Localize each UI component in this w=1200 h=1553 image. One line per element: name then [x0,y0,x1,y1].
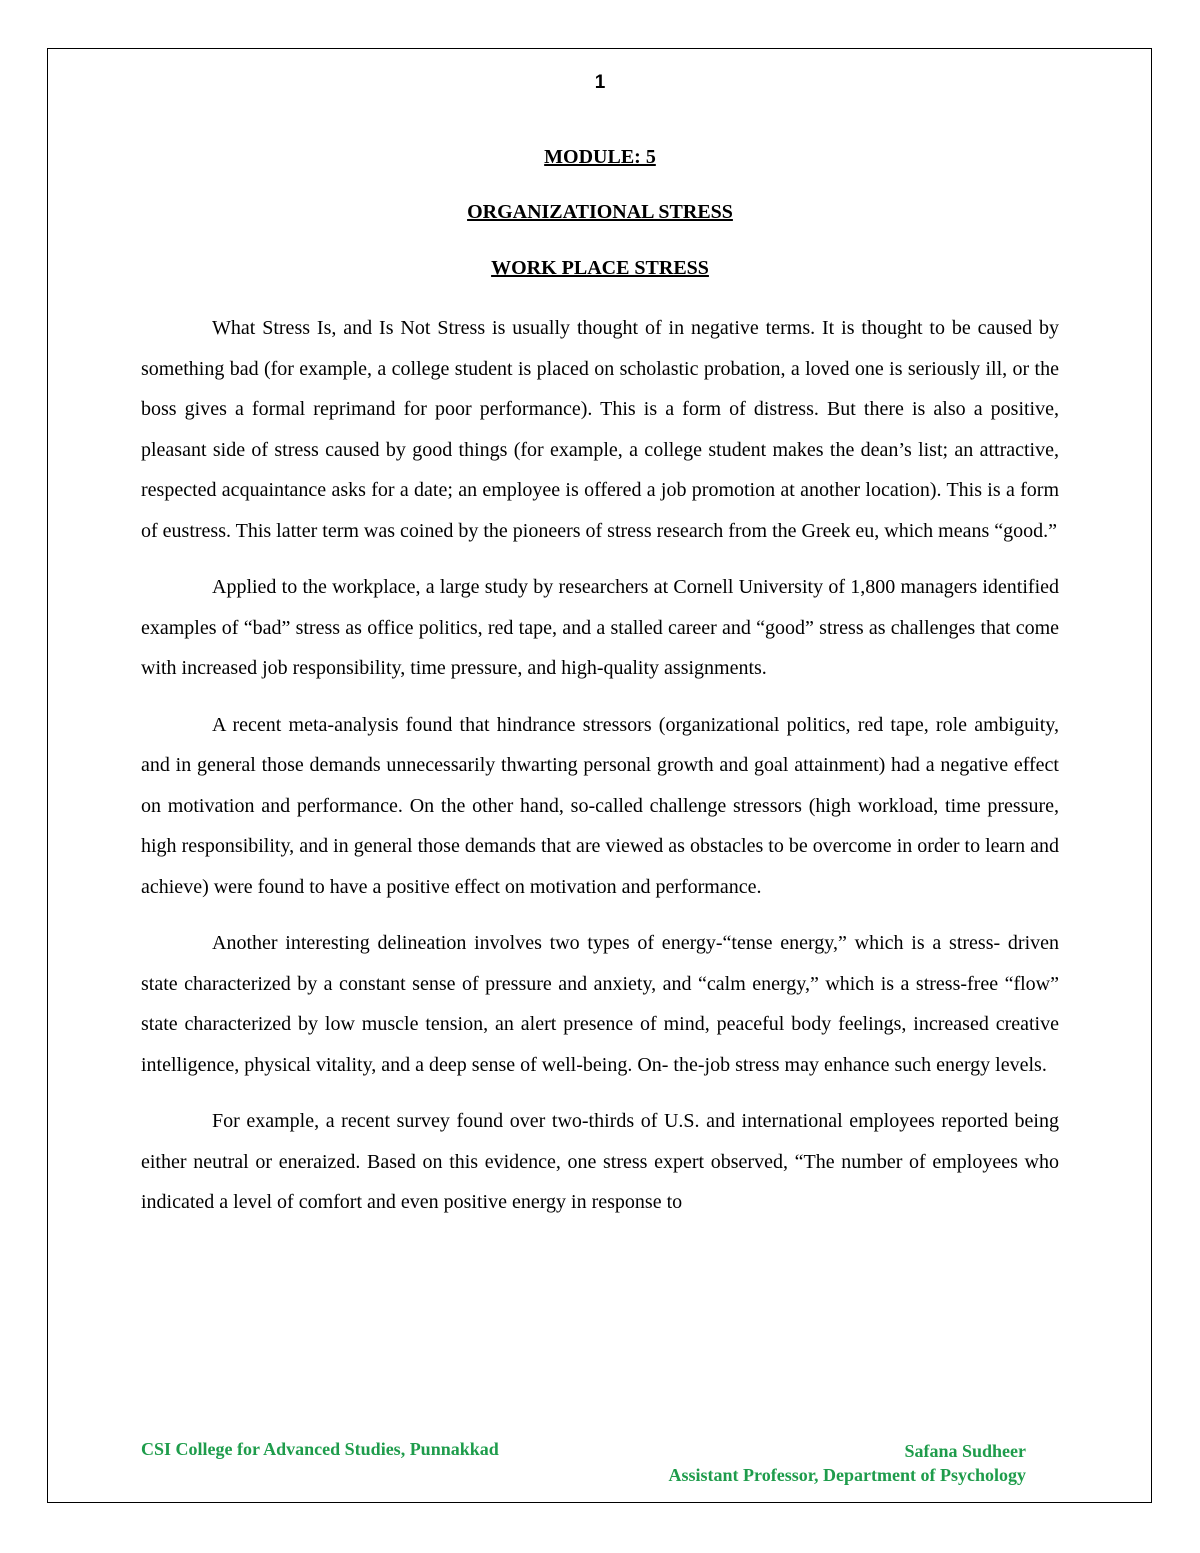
footer-author: Safana Sudheer [904,1441,1026,1461]
footer-author-block [669,1439,1026,1487]
footer-institution: CSI College for Advanced Studies, Punnakkad [141,1439,499,1459]
subtitle-heading: WORK PLACE STRESS [491,257,709,279]
paragraph-2: Applied to the workplace, a large study by researchers at Cornell University of 1,800 managers identified examples of “bad” stress as office politics, red tape, and a stalled career and “good” stress as challenges that come with increased job responsibility, time pressure, and high-quality assignments. [141,576,1059,679]
page-number: 1 [594,72,606,93]
title-heading: ORGANIZATIONAL STRESS [467,201,733,223]
paragraph-4: Another interesting delineation involves two types of energy-“tense energy,” which is a stress- driven state characterized by a constant sense of pressure and anxiety, and “calm energy,” which is a stress-free “flow” state characterized by low muscle tension, an alert presence of mind, peaceful body feelings, increased creative intelligence, physical vitality, and a deep sense of well-being. On- the-job stress may enhance such energy levels. [141,932,1059,1076]
module-heading: MODULE: 5 [544,146,656,168]
body-text [141,308,1059,1239]
paragraph-1: What Stress Is, and Is Not Stress is usually thought of in negative terms. It is thought to be caused by something bad (for example, a college student is placed on scholastic probation, a loved one is seriously ill, or the boss gives a formal reprimand for poor performance). This is a form of distress. But there is also a positive, pleasant side of stress caused by good things (for example, a college student makes the dean’s list; an attractive, respected acquaintance asks for a date; an employee is offered a job promotion at another location). This is a form of eustress. This latter term was coined by the pioneers of stress research from the Greek eu, which means “good.” [141,317,1059,542]
footer-designation: Assistant Professor, Department of Psychology [668,1465,1026,1485]
paragraph-3: A recent meta-analysis found that hindrance stressors (organizational politics, red tape, role ambiguity, and in general those demands unnecessarily thwarting personal growth and goal attainment) had a negative effect on motivation and performance. On the other hand, so-called challenge stressors (high workload, time pressure, high responsibility, and in general those demands that are viewed as obstacles to be overcome in order to learn and achieve) were found to have a positive effect on motivation and performance. [141,713,1059,898]
paragraph-5: For example, a recent survey found over two-thirds of U.S. and international employees reported being either neutral or eneraized. Based on this evidence, one stress expert observed, “The number of employees who indicated a level of comfort and even positive energy in response to [141,1110,1059,1213]
